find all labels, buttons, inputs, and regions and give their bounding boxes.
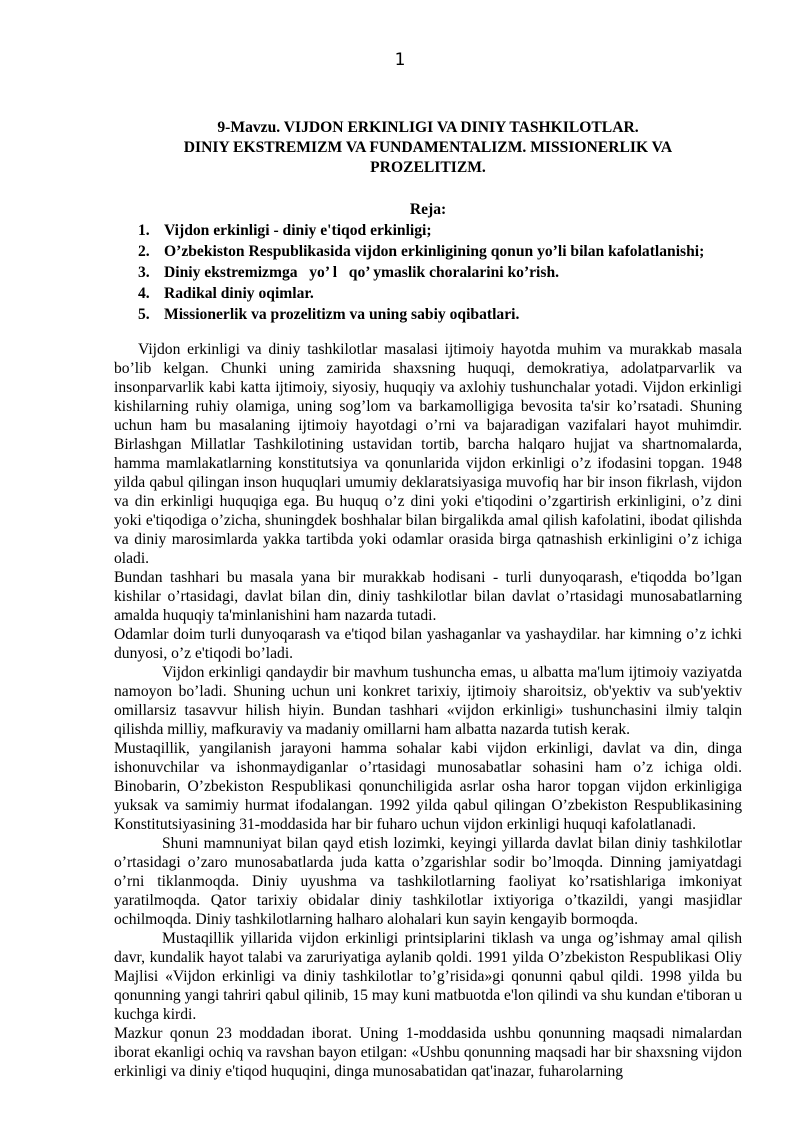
title-line-1: 9-Mavzu. VIJDON ERKINLIGI VA DINIY TASHKILOTLAR. [217,119,639,136]
plan-item-text: Missionerlik va prozelitizm va uning sabiy oqibatlari. [164,306,520,323]
plan-item-text: Radikal diniy oqimlar. [164,285,314,302]
plan-item-number: 4. [138,285,150,302]
document-title [114,118,742,178]
plan-item-number: 3. [138,264,150,281]
body-paragraph: Bundan tashhari bu masala yana bir murakkab hodisani - turli dunyoqarash, e'tiqodda bo’lgan kishilar o’rtasidagi, davlat bilan din, diniy tashkilotlar bilan davlat o’rtasidagi munosabatlarning amalda huquqiy ta'minlanishini ham nazarda tutadi. [114,569,742,624]
plan-item [114,283,742,304]
body-paragraph: Mazkur qonun 23 moddadan iborat. Uning 1-moddasida ushbu qonunning maqsadi nimalardan iborat ekanligi ochiq va ravshan bayon etilgan: «Ushbu qonunning maqsadi har bir shaxsning vijdon erkinligi va diniy e'tiqod huquqini, dinga munosabatidan qat'inazar, fuharolarning [114,1025,742,1080]
body-paragraph: Vijdon erkinligi va diniy tashkilotlar masalasi ijtimoiy hayotda muhim va murakkab masala bo’lib kelgan. Chunki uning zamirida shaxsning huquqi, demokratiya, adolatparvarlik va insonparvarlik kabi katta ijtimoiy, siyosiy, huquqiy va axlohiy tushunchalar yotadi. Vijdon erkinligi kishilarning ruhiy olamiga, uning sog’lom va barkamolligiga bevosita ta'sir ko’rsatadi. Shuning uchun ham bu masalaning ijtimoiy hayotdagi o’rni va bajaradigan vazifalari hayot muhimdir. Birlashgan Millatlar Tashkilotining ustavidan tortib, barcha halqaro hujjat va shartnomalarda, hamma mamlakatlarning konstitutsiya va qonunlarida vijdon erkinligi o’z ifodasini topgan. 1948 yilda qabul qilingan inson huquqlari umumiy deklaratsiyasiga muvofiq har bir inson fikrlash, vijdon va din erkinligi huquqiga ega. Bu huquq o’z dini yoki e'tiqodini o’zgartirish erkinligini, o’z dini yoki e'tiqodiga o’zicha, shuningdek boshhalar bilan birgalikda amal qilish kafolatini, ibodat qilishda va diniy marosimlarda yakka tartibda yoki odamlar orasida birga qatnashish erkinligini o’z ichiga oladi. [114,341,742,567]
plan-item [114,304,742,325]
plan-heading: Reja: [409,201,447,218]
plan-item-number: 1. [138,222,150,239]
title-line-3: PROZELITIZM. [370,159,486,176]
plan-item-text: O’zbekiston Respublikasida vijdon erkinligining qonun yo’li bilan kafolatlanishi; [164,243,705,260]
body-paragraph: Vijdon erkinligi qandaydir bir mavhum tushuncha emas, u albatta ma'lum ijtimoiy vaziyatda namoyon bo’ladi. Shuning uchun uni konkret tarixiy, ijtimoiy sharoitsiz, ob'yektiv va sub'yektiv omillarsiz tasavvur hilish hiyin. Bundan tashhari «vijdon erkinligi» tushunchasini ilmiy talqin qilishda milliy, mafkuraviy va madaniy omillarni ham albatta nazarda tutish kerak. [114,664,742,738]
plan-item-text: Diniy ekstremizmga yo’ l qo’ ymaslik choralarini ko’rish. [164,264,560,281]
plan-item-text: Vijdon erkinligi - diniy e'tiqod erkinligi; [164,222,432,239]
document-content [114,118,742,1081]
plan-item-number: 5. [138,306,150,323]
plan-item [114,241,742,262]
plan-item [114,262,742,283]
title-line-2: DINIY EKSTREMIZM VA FUNDAMENTALIZM. MISSIONERLIK VA [183,139,673,156]
page-number: 1 [394,50,406,70]
body-paragraph: Odamlar doim turli dunyoqarash va e'tiqod bilan yashaganlar va yashaydilar. har kimning o’z ichki dunyosi, o’z e'tiqodi bo’ladi. [114,626,742,662]
body-text [114,340,742,1081]
plan-item [114,220,742,241]
body-paragraph: Shuni mamnuniyat bilan qayd etish lozimki, keyingi yillarda davlat bilan diniy tashkilotlar o’rtasidagi o’zaro munosabatlarda juda katta o’zgarishlar sodir bo’lmoqda. Dinning jamiyatdagi o’rni tiklanmoqda. Diniy uyushma va tashkilotlarning faoliyat ko’rsatishlariga imkoniyat yaratilmoqda. Qator tarixiy obidalar diniy tashkilotlar ixtiyoriga o’tkazildi, yangi masjidlar ochilmoqda. Diniy tashkilotlarning halharo alohalari kun sayin kengayib bormoqda. [114,835,742,928]
body-paragraph: Mustaqillik yillarida vijdon erkinligi printsiplarini tiklash va unga og’ishmay amal qilish davr, kundalik hayot talabi va zaruriyatiga aylanib qoldi. 1991 yilda O’zbekiston Respublikasi Oliy Majlisi «Vijdon erkinligi va diniy tashkilotlar to’g’risida»gi qonunni qabul qildi. 1998 yilda bu qonunning yangi tahriri qabul qilinib, 15 may kuni matbuotda e'lon qilindi va shu kundan e'tiboran u kuchga kirdi. [114,930,742,1023]
plan-item-number: 2. [138,243,150,260]
body-paragraph: Mustaqillik, yangilanish jarayoni hamma sohalar kabi vijdon erkinligi, davlat va din, dinga ishonuvchilar va ishonmaydiganlar o’rtasidagi munosabatlar sohasini ham o’z ichiga oldi. Binobarin, O’zbekiston Respublikasi qonunchiligida asrlar osha haror topgan vijdon erkinligiga yuksak va samimiy hurmat ifodalangan. 1992 yilda qabul qilingan O’zbekiston Respublikasining Konstitutsiyasining 31-moddasida har bir fuharo uchun vijdon erkinligi huquqi kafolatlanadi. [114,740,742,833]
plan-list [114,220,742,325]
